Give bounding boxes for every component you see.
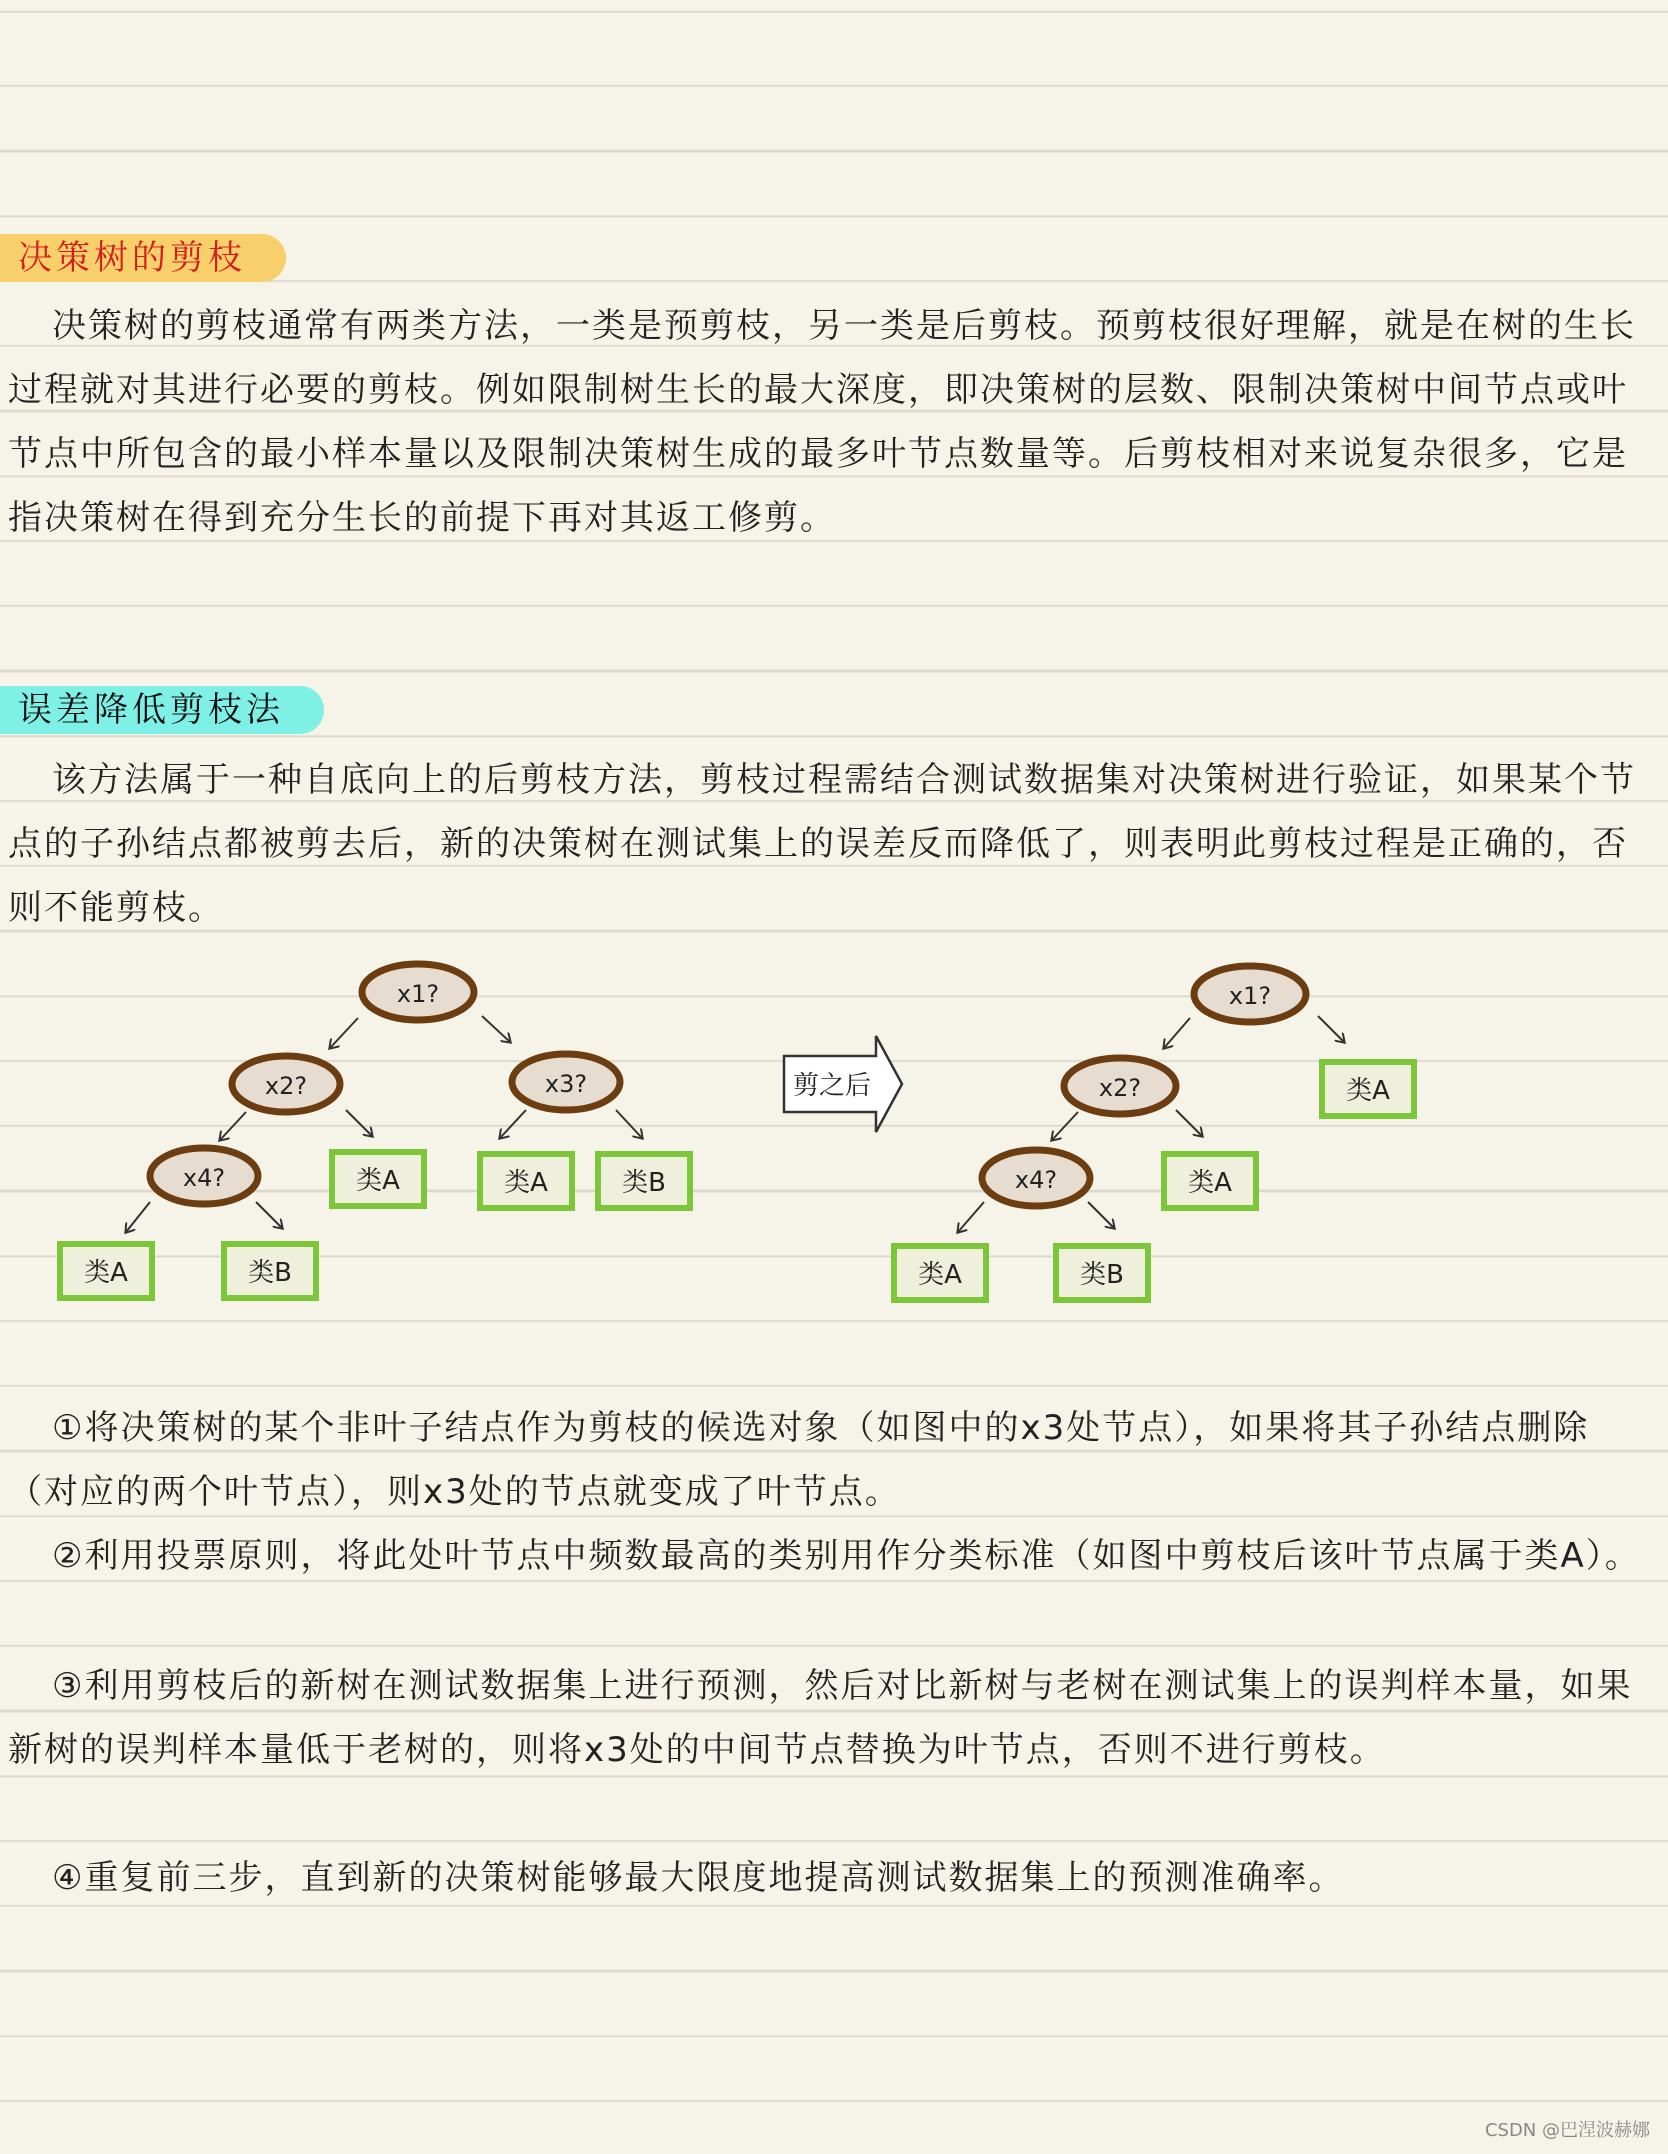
edge-after-x1-x2 bbox=[1164, 1018, 1190, 1048]
paragraph-rep bbox=[8, 748, 1660, 940]
edge-x2-x4 bbox=[220, 1112, 246, 1140]
leaf-after-2 bbox=[1164, 1154, 1256, 1208]
leaf-after-1 bbox=[1322, 1062, 1414, 1116]
edge-x1-x3 bbox=[482, 1016, 510, 1042]
section-title-pruning: 决策树的剪枝 bbox=[0, 234, 286, 282]
step-1 bbox=[8, 1396, 1660, 1524]
svg-text:类B: 类B bbox=[622, 1168, 666, 1198]
section-title-rep: 误差降低剪枝法 bbox=[0, 686, 324, 734]
paragraph-pruning-text: 决策树的剪枝通常有两类方法，一类是预剪枝，另一类是后剪枝。预剪枝很好理解，就是在树的生长过程就对其进行必要的剪枝。例如限制树生长的最大深度，即决策树的层数、限制决策树中间节点或叶节点中所包含的最小样本量以及限制决策树生成的最多叶节点数量等。后剪枝相对来说复杂很多，它是指决策树在得到充分生长的前提下再对其返工修剪。 bbox=[8, 306, 1636, 538]
paragraph-rep-text: 该方法属于一种自底向上的后剪枝方法，剪枝过程需结合测试数据集对决策树进行验证，如果某个节点的子孙结点都被剪去后，新的决策树在测试集上的误差反而降低了，则表明此剪枝过程是正确的，否则不能剪枝。 bbox=[8, 760, 1636, 928]
node-x3 bbox=[512, 1054, 620, 1110]
leaf-after-4 bbox=[1056, 1246, 1148, 1300]
step-4-text: ④重复前三步，直到新的决策树能够最大限度地提高测试数据集上的预测准确率。 bbox=[52, 1858, 1345, 1898]
prune-arrow bbox=[784, 1036, 902, 1132]
svg-text:类A: 类A bbox=[918, 1260, 962, 1290]
svg-text:类B: 类B bbox=[1080, 1260, 1124, 1290]
svg-text:类A: 类A bbox=[356, 1166, 400, 1196]
svg-text:类A: 类A bbox=[1188, 1168, 1232, 1198]
edge-after-x2-x4 bbox=[1052, 1112, 1078, 1140]
svg-text:x2?: x2? bbox=[1098, 1074, 1142, 1102]
leaf-after-3 bbox=[894, 1246, 986, 1300]
svg-text:x1?: x1? bbox=[396, 980, 440, 1008]
svg-text:x4?: x4? bbox=[182, 1164, 226, 1192]
leaf-before-2 bbox=[480, 1154, 572, 1208]
step-2 bbox=[8, 1524, 1660, 1588]
svg-text:x2?: x2? bbox=[264, 1072, 308, 1100]
node-x4 bbox=[150, 1148, 258, 1204]
svg-text:x4?: x4? bbox=[1014, 1166, 1058, 1194]
edge-after-x4-leaf-a bbox=[958, 1202, 984, 1232]
node-after-x1 bbox=[1194, 966, 1306, 1022]
step-1-text: ①将决策树的某个非叶子结点作为剪枝的候选对象（如图中的x3处节点），如果将其子孙结点删除（对应的两个叶节点），则x3处的节点就变成了叶节点。 bbox=[8, 1408, 1590, 1512]
paragraph-pruning bbox=[8, 294, 1660, 550]
edge-x3-leaf-a bbox=[500, 1110, 526, 1138]
leaf-before-5 bbox=[224, 1244, 316, 1298]
edge-x1-x2 bbox=[330, 1018, 358, 1048]
node-after-x2 bbox=[1064, 1058, 1176, 1114]
leaf-before-1 bbox=[332, 1152, 424, 1206]
watermark: CSDN @巴涅波赫娜 bbox=[1484, 2120, 1650, 2141]
edge-x4-leaf-b bbox=[256, 1202, 282, 1228]
node-x2 bbox=[232, 1056, 340, 1112]
edge-after-x1-leaf bbox=[1318, 1016, 1344, 1042]
edge-x4-leaf-a bbox=[126, 1202, 150, 1232]
node-x1 bbox=[362, 964, 474, 1020]
svg-text:类B: 类B bbox=[248, 1258, 292, 1288]
svg-text:x1?: x1? bbox=[1228, 982, 1272, 1010]
leaf-before-4 bbox=[60, 1244, 152, 1298]
step-2-text: ②利用投票原则，将此处叶节点中频数最高的类别用作分类标准（如图中剪枝后该叶节点属于类A）。 bbox=[52, 1536, 1641, 1576]
step-3 bbox=[8, 1654, 1660, 1782]
svg-text:类A: 类A bbox=[504, 1168, 548, 1198]
svg-text:x3?: x3? bbox=[544, 1070, 588, 1098]
node-after-x4 bbox=[982, 1150, 1090, 1206]
edge-after-x2-leaf bbox=[1176, 1110, 1202, 1136]
step-4 bbox=[8, 1846, 1660, 1910]
edge-after-x4-leaf-b bbox=[1088, 1202, 1114, 1228]
step-3-text: ③利用剪枝后的新树在测试数据集上进行预测，然后对比新树与老树在测试集上的误判样本量，如果新树的误判样本量低于老树的，则将x3处的中间节点替换为叶节点，否则不进行剪枝。 bbox=[8, 1666, 1633, 1770]
edge-x3-leaf-b bbox=[616, 1110, 642, 1138]
leaf-before-3 bbox=[598, 1154, 690, 1208]
svg-text:类A: 类A bbox=[1346, 1076, 1390, 1106]
pruning-diagram bbox=[0, 940, 1668, 1320]
edge-x2-leaf bbox=[346, 1110, 372, 1136]
svg-text:剪之后: 剪之后 bbox=[792, 1071, 872, 1101]
svg-text:类A: 类A bbox=[84, 1258, 128, 1288]
